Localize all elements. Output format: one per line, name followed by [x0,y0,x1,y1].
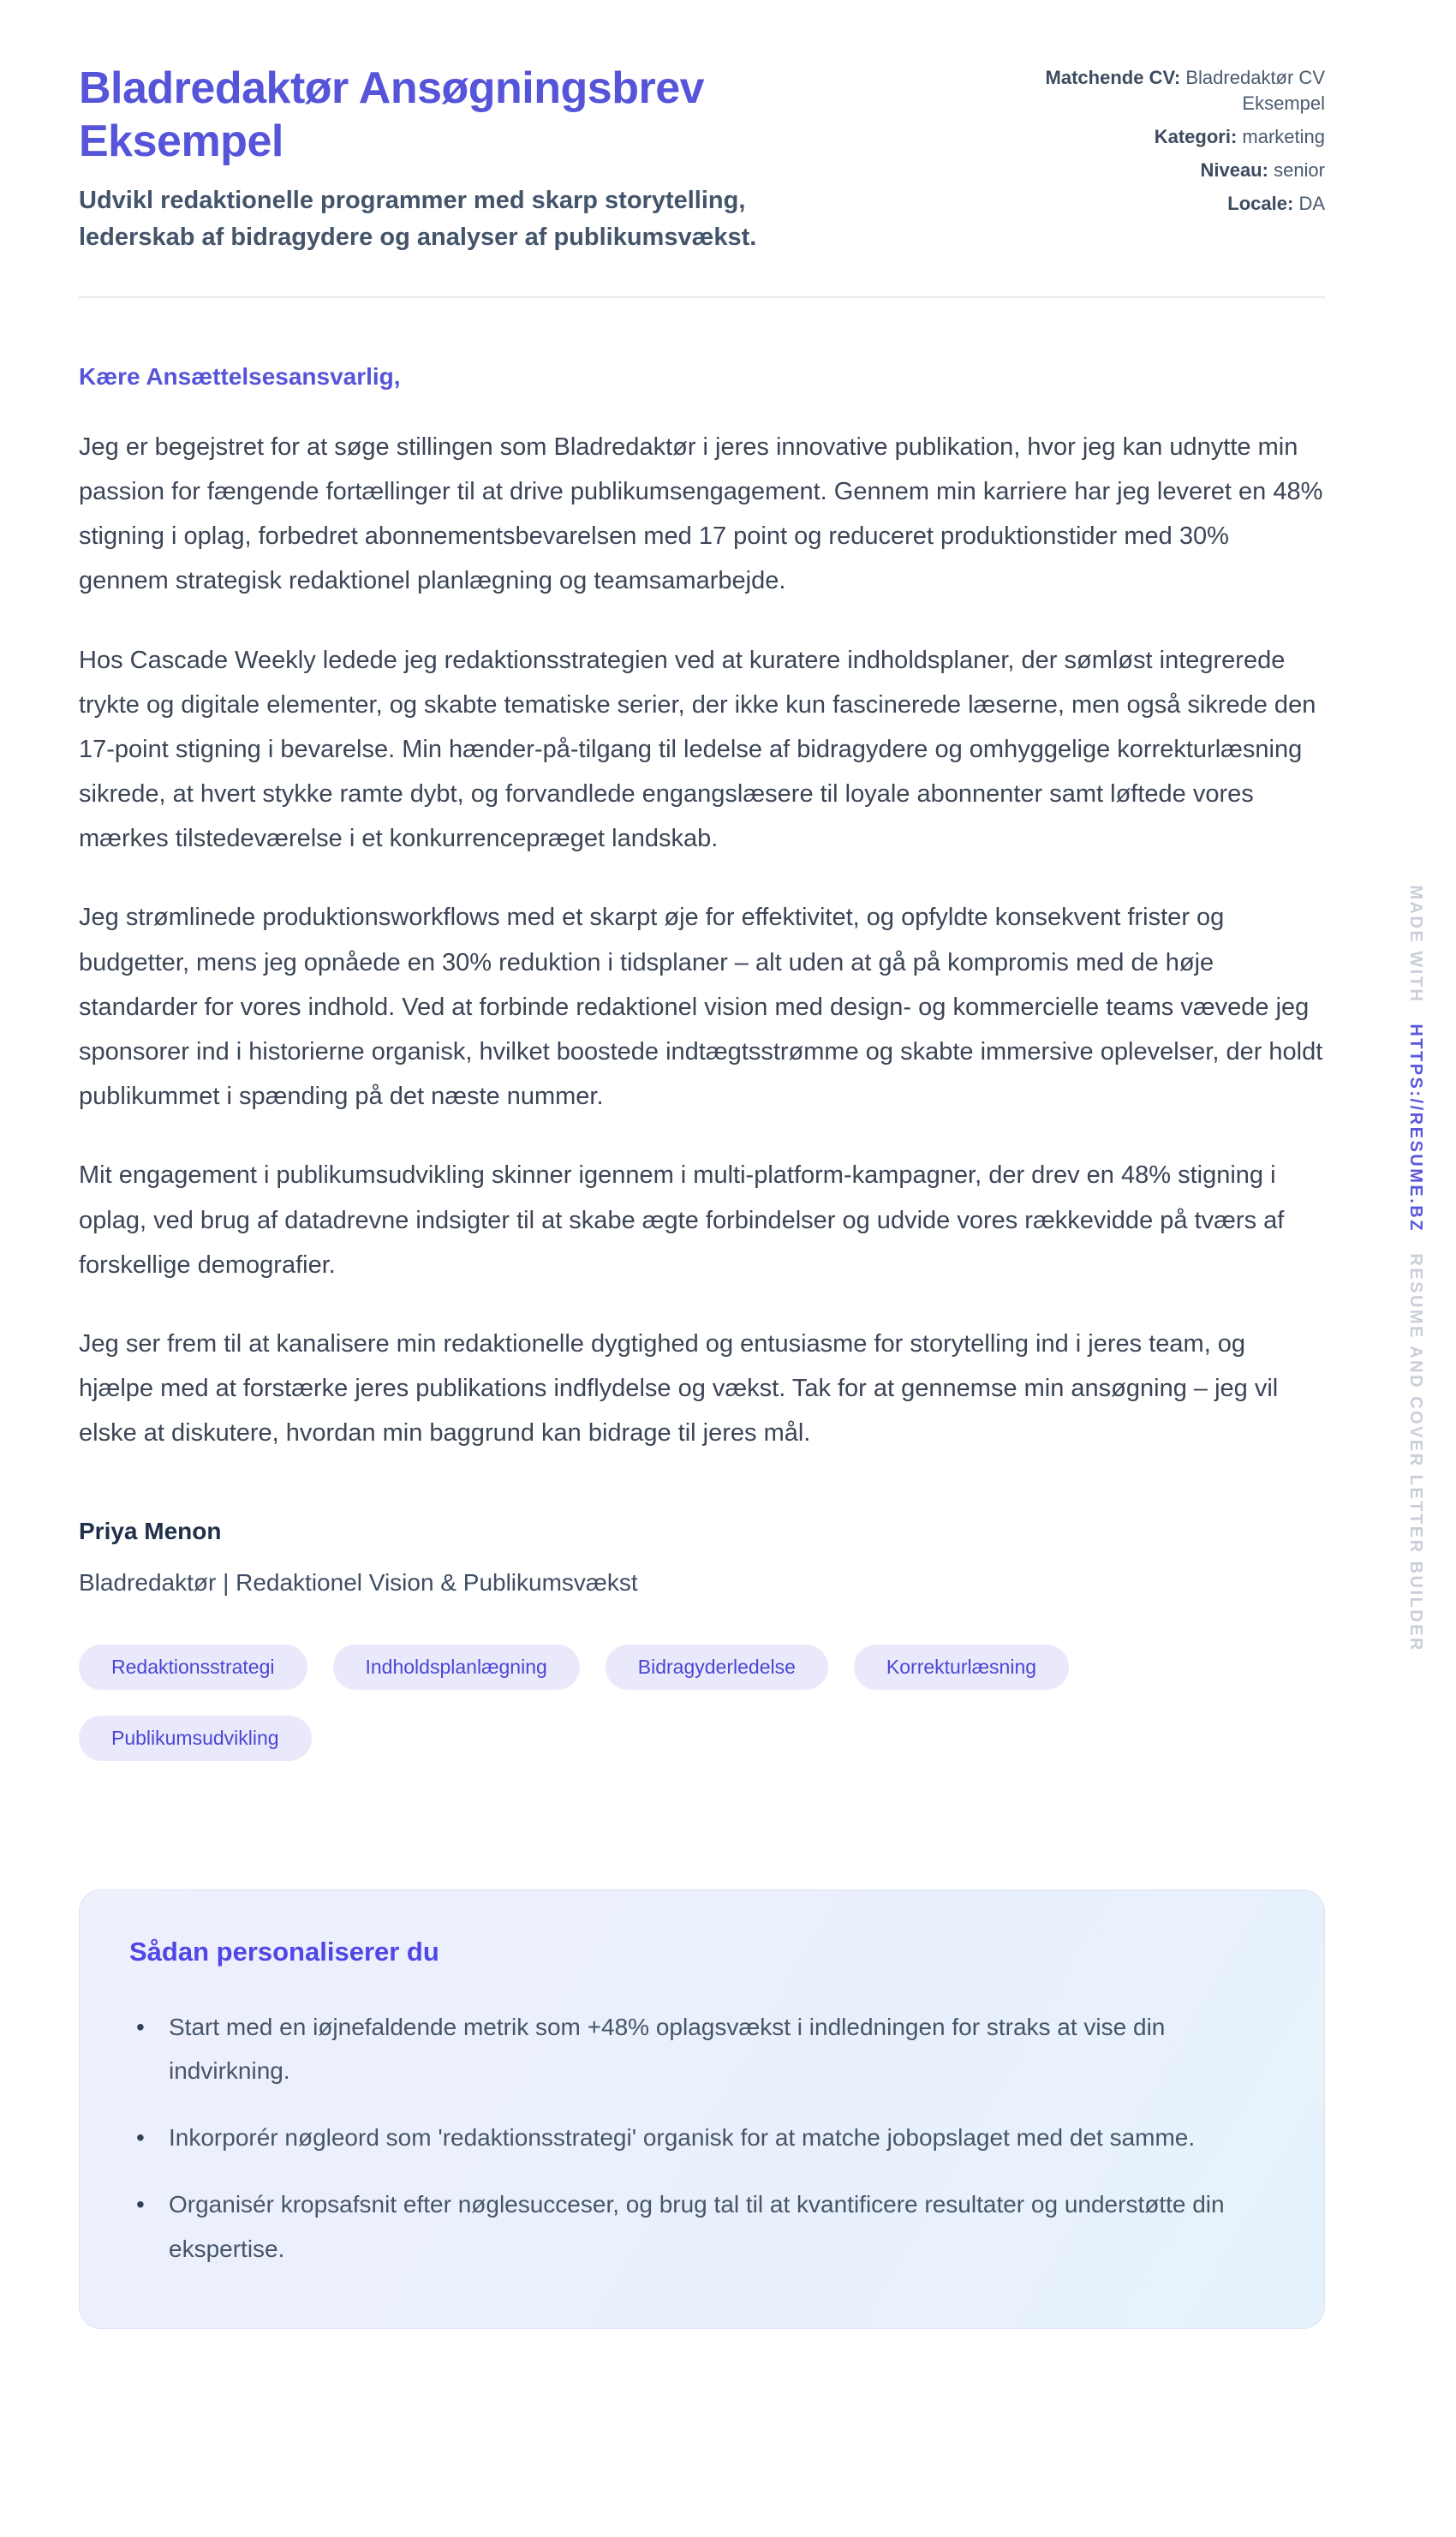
letter-greeting: Kære Ansættelsesansvarlig, [79,362,401,390]
meta-matching-cv [1034,65,1325,116]
tips-list-item: • Start med en iøjnefaldende metrik som +48% oplagsvækst i indledningen for straks at vise din indvirkning. [129,2005,1274,2094]
meta-level [1034,158,1325,183]
meta-category-value: marketing [1242,125,1325,147]
letter-paragraph: Mit engagement i publikumsudvikling skinner igennem i multi-platform-kampagner, der drev en 48% stigning i oplag, ved brug af datadrevne indsigter til at skabe ægte forbindelser og udvide vores rækkevidde på tværs af forskellige demografier. [79,1161,1285,1279]
header-title-block [79,62,798,257]
letter-paragraph: Jeg er begejstret for at søge stillingen som Bladredaktør i jeres innovative publikation, hvor jeg kan udnytte min passion for fængende fortællinger til at drive publikumsengagement. Gennem min karriere har jeg leveret en 48% stigning i oplag, forbedret abonnementsbevarelsen med 17 point og reduceret produktionstider med 30% gennem strategisk redaktionel planlægning og teamsamarbejde. [79,433,1323,595]
page-subtitle: Udvikl redaktionelle programmer med skarp storytelling, lederskab af bidragydere og analyser af publikumsvækst. [79,186,757,252]
meta-category [1034,124,1325,150]
meta-locale-label: Locale: [1227,192,1294,214]
meta-locale-value: DA [1298,192,1325,214]
tips-list-item: • Organisér kropsafsnit efter nøglesucceser, og brug tal til at kvantificere resultater og understøtte din ekspertise. [129,2182,1274,2271]
letter-paragraph: Jeg ser frem til at kanalisere min redaktionelle dygtighed og entusiasme for storytelling ind i jeres team, og hjælpe med at forstærke jeres publikations indflydelse og vækst. Tak for at gennemse min ansøgning – jeg vil elske at diskutere, hvordan min baggrund kan bidrage til jeres mål. [79,1329,1279,1448]
meta-level-label: Niveau: [1200,158,1268,181]
page-container [79,0,1325,2329]
watermark-resume-bz-link[interactable]: HTTPS://RESUME.BZ [1406,1024,1425,1233]
tips-box-title: Sådan personaliserer du [129,1936,439,1967]
skill-tag-publikumsudvikling[interactable]: Publikumsudvikling [79,1716,312,1761]
skill-tag-redaktionsstrategi[interactable]: Redaktionsstrategi [79,1645,307,1690]
letter-paragraph: Hos Cascade Weekly ledede jeg redaktionsstrategien ved at kuratere indholdsplaner, der sømløst integrerede trykte og digitale elementer, og skabte tematiske serier, der ikke kun fascinerede læserne, men også sikrede den 17-point stigning i bevarelse. Min hænder-på-tilgang til ledelse af bidragydere og omhyggelige korrekturlæsning sikrede, at hvert stykke ramte dybt, og forvandlede engangslæsere til loyale abonnenter samt løftede vores mærkes tilstedeværelse i et konkurrencepræget landskab. [79,646,1316,853]
tips-list [129,2005,1274,2271]
watermark-prefix-text: MADE WITH [1406,885,1425,1004]
header-divider [79,296,1325,298]
skill-tag-bidragyderledelse[interactable]: Bidragyderledelse [606,1645,828,1690]
personalization-tips-box [79,1889,1325,2329]
signature-title: Bladredaktør | Redaktionel Vision & Publikumsvækst [79,1568,638,1596]
meta-level-value: senior [1274,158,1325,181]
meta-matching-cv-label: Matchende CV: [1045,67,1181,88]
signature-name: Priya Menon [79,1517,222,1544]
meta-locale [1034,191,1325,217]
cover-letter-body [79,363,1325,1597]
meta-panel [1034,65,1325,224]
tips-list-item: • Inkorporér nøgleord som 'redaktionsstrategi' organisk for at matche jobopslaget med det samme. [129,2116,1274,2160]
made-with-watermark [1405,885,1425,1651]
watermark-suffix-text: RESUME AND COVER LETTER BUILDER [1406,1253,1425,1652]
meta-category-label: Kategori: [1154,125,1238,147]
skill-tag-korrekturlaesning[interactable]: Korrekturlæsning [854,1645,1069,1690]
meta-matching-cv-value: Bladredaktør CV Eksempel [1185,67,1325,114]
page-title: Bladredaktør Ansøgningsbrev Eksempel [79,63,705,167]
skill-tag-indholdsplanlaegning[interactable]: Indholdsplanlægning [333,1645,580,1690]
letter-paragraph: Jeg strømlinede produktionsworkflows med et skarpt øje for effektivitet, og opfyldte konsekvent frister og budgetter, mens jeg opnåede en 30% reduktion i tidsplaner – alt uden at gå på kompromis med de høje standarder for vores indhold. Ved at forbinde redaktionel vision med design- og kommercielle teams vævede jeg sponsorer ind i historierne organisk, hvilket boostede indtægtsstrømme og skabte immersive oplevelser, der holdt publikummet i spænding på det næste nummer. [79,904,1323,1111]
page-header [79,62,1325,257]
skill-tags-row [79,1645,1325,1761]
